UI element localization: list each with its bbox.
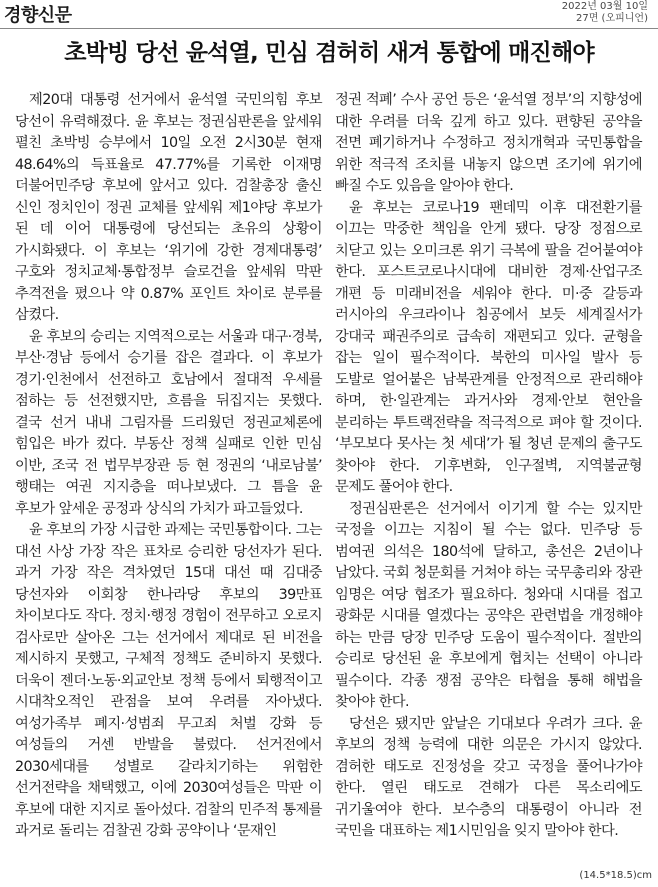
dateline: [562, 1, 648, 25]
right-column: [335, 90, 642, 843]
paragraph: 제20대 대통령 선거에서 윤석열 국민의힘 후보 당선이 유력해졌다. 윤 후보는 정권심판론을 앞세워 펼친 초박빙 승부에서 10일 오전 2시30분 현재 48.64%의 득표율로 47.77%를 기록한 이재명 더불어민주당 후보에 앞서고 있다. 검찰총장 출신 신인 정치인이 정권 교체를 앞세워 제1야당 후보가 된 데 이어 대통령에 당선되는 초유의 상황이 가시화됐다. 이 후보는 ‘위기에 강한 경제대통령’ 구호와 정치교체·통합정부 슬로건을 앞세워 막판 추격전을 폈으나 약 0.87% 포인트 차이로 분루를 삼켰다.: [15, 92, 322, 323]
left-column: [15, 90, 322, 843]
header-divider: [0, 28, 658, 29]
editorial-headline: 초박빙 당선 윤석열, 민심 겸허히 새겨 통합에 매진해야: [64, 40, 594, 66]
masthead: [0, 0, 658, 26]
newspaper-logo: 경향신문: [4, 5, 72, 26]
paragraph: 윤 후보는 코로나19 팬데믹 이후 대전환기를 이끄는 막중한 책임을 안게 됐다. 당장 정점으로 치닫고 있는 오미크론 위기 극복에 팔을 걷어붙여야 한다. 포스트코로나시대에 대비한 경제·산업구조 개편 등 미래비전을 세워야 한다. 미·중 갈등과 러시아의 우크라이나 침공에서 보듯 세계질서가 강대국 패권주의로 급속히 재편되고 있다. 균형을 잡는 일이 필수적이다. 북한의 미사일 발사 등 도발로 얼어붙은 남북관계를 안정적으로 관리해야 하며, 한·일관계는 과거사와 경제·안보 현안을 분리하는 투트랙전략을 적극적으로 펴야 할 것이다. ‘부모보다 못사는 첫 세대’가 될 청년 문제의 출구도 찾아야 한다. 기후변화, 인구절벽, 지역불균형 문제도 풀어야 한다.: [335, 199, 642, 495]
publication-date: 2022년 03월 10일: [561, 1, 648, 12]
paragraph-continued: 정권 적폐’ 수사 공언 등은 ‘윤석열 정부’의 지향성에 대한 우려를 더욱 깊게 하고 있다. 편향된 공약을 전면 폐기하거나 수정하고 정치개혁과 국민통합을 위한 적극적 조치를 내놓지 않으면 조기에 위기에 빠질 수도 있음을 알아야 한다.: [335, 92, 642, 194]
paragraph: 윤 후보의 승리는 지역적으로는 서울과 대구·경북, 부산·경남 등에서 승기를 잡은 결과다. 이 후보가 경기·인천에서 선전하고 호남에서 절대적 우세를 점하는 등 선전했지만, 흐름을 뒤집지는 못했다. 결국 선거 내내 그림자를 드리웠던 정권교체론에 힘입은 바가 컸다. 부동산 정책 실패로 인한 민심 이반, 조국 전 법무부장관 등 현 정권의 ‘내로남불’ 행태는 여권 지지층을 떠나보냈다. 그 틈을 윤 후보가 앞세운 공정과 상식의 가치가 파고들었다.: [15, 328, 322, 517]
paragraph: 윤 후보의 가장 시급한 과제는 국민통합이다. 그는 대선 사상 가장 작은 표차로 승리한 당선자가 된다. 과거 가장 작은 격차였던 15대 대선 때 김대중 당선자와 이회창 한나라당 후보의 39만표 차이보다도 작다. 정치·행정 경험이 전무하고 오로지 검사로만 살아온 그는 선거에서 제대로 된 비전을 제시하지 못했고, 구체적 정책도 준비하지 못했다. 더욱이 젠더·노동·외교안보 정책 등에서 퇴행적이고 시대착오적인 관점을 보여 우려를 자아냈다. 여성가족부 폐지·성범죄 무고죄 처벌 강화 등 여성들의 거센 반발을 불렀다. 선거전에서 2030세대를 성별로 갈라치기하는 위험한 선거전략을 채택했고, 이에 2030여성들은 막판 이 후보에 대한 지지로 돌아섰다. 검찰의 민주적 통제를 과거로 돌리는 검찰권 강화 공약이나 ‘문재인: [15, 522, 322, 839]
paragraph: 정권심판론은 선거에서 이기게 할 수는 있지만 국정을 이끄는 지침이 될 수는 없다. 민주당 등 범여권 의석은 180석에 달하고, 총선은 2년이나 남았다. 국회 청문회를 거쳐야 하는 국무총리와 장관 임명은 여당 협조가 필요하다. 청와대 시대를 접고 광화문 시대를 열겠다는 공약은 관련법을 개정해야 하는 만큼 당장 민주당 도움이 필수적이다. 절반의 승리로 당선된 윤 후보에게 협치는 선택이 아니라 필수이다. 각종 쟁점 공약은 타협을 통해 해법을 찾아야 한다.: [335, 500, 642, 710]
clipping-size-note: (14.5*18.5)cm: [579, 870, 652, 881]
page-section: 27면 (오피니언): [575, 13, 648, 24]
paragraph: 당선은 됐지만 앞날은 기대보다 우려가 크다. 윤 후보의 정책 능력에 대한 의문은 가시지 않았다. 겸허한 태도로 진정성을 갖고 국정을 풀어나가야 한다. 열린 태도로 견해가 다른 목소리에도 귀기울여야 한다. 보수층의 대통령이 아니라 전 국민을 대표하는 제1시민임을 잊지 말아야 한다.: [335, 715, 642, 839]
